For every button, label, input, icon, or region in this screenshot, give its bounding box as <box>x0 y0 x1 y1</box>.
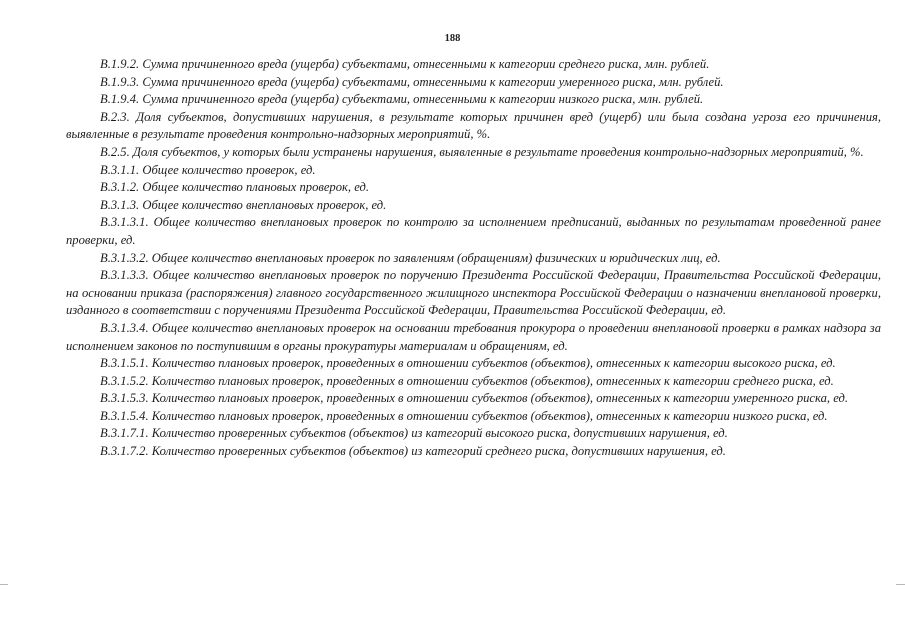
paragraph-text: Общее количество внеплановых проверок по заявлениям (обращениям) физических и юридических лиц, ед. <box>151 250 721 265</box>
paragraph-text: Общее количество внеплановых проверок по контролю за исполнением предписаний, выданных по результатам проведенной ранее проверки, ед. <box>66 215 881 247</box>
paragraph-b-1-9-3 <box>66 74 881 92</box>
paragraph-b-1-9-2 <box>66 56 881 74</box>
paragraph-b-3-1-3-1 <box>66 214 881 249</box>
paragraph-text: Количество проверенных субъектов (объектов) из категорий высокого риска, допустивших нарушения, ед. <box>151 426 728 441</box>
paragraph-b-3-1-3-2 <box>66 250 881 268</box>
paragraph-text: Сумма причиненного вреда (ущерба) субъектами, отнесенными к категории низкого риска, млн. рублей. <box>142 92 704 107</box>
paragraph-text: Количество плановых проверок, проведенных в отношении субъектов (объектов), отнесенных к категории среднего риска, ед. <box>151 373 834 388</box>
paragraph-text: Сумма причиненного вреда (ущерба) субъектами, отнесенными к категории среднего риска, млн. рублей. <box>142 57 710 71</box>
paragraph-text: Общее количество внеплановых проверок на основании требования прокурора о проведении внеплановой проверки в рамках надзора за исполнением законов по поступившим в органы прокуратуры материалам и обращениям, ед. <box>66 320 881 353</box>
paragraph-text: Общее количество внеплановых проверок, ед. <box>142 197 387 212</box>
paragraph-text: Доля субъектов, допустивших нарушения, в результате которых причинен вред (ущерб) или была создана угроза его причинения, выявленные в результате проведения контрольно-надзорных мероприятий, %. <box>66 109 881 142</box>
paragraph-b-2-3 <box>66 109 881 144</box>
scan-edge-mark-left <box>0 584 8 585</box>
paragraph-code: В.1.9.2. <box>100 57 140 71</box>
paragraph-b-3-1-7-1 <box>66 425 881 443</box>
paragraph-b-1-9-4 <box>66 91 881 109</box>
paragraph-text: Общее количество плановых проверок, ед. <box>142 180 370 195</box>
paragraph-text: Количество проверенных субъектов (объектов) из категорий среднего риска, допустивших нарушения, ед. <box>151 444 726 459</box>
paragraph-code: В.3.1.3.2. <box>100 250 149 265</box>
paragraph-code: В.3.1.3.1. <box>100 215 149 230</box>
paragraph-text: Количество плановых проверок, проведенных в отношении субъектов (объектов), отнесенных к категории низкого риска, ед. <box>151 408 828 423</box>
paragraph-code: В.3.1.2. <box>100 180 140 195</box>
page-number: 188 <box>444 33 461 44</box>
paragraph-b-3-1-5-1 <box>66 355 881 373</box>
paragraph-text: Сумма причиненного вреда (ущерба) субъектами, отнесенными к категории умеренного риска, млн. рублей. <box>142 74 724 89</box>
paragraph-b-3-1-1 <box>66 162 881 180</box>
paragraph-text: Общее количество проверок, ед. <box>142 162 316 177</box>
paragraph-b-3-1-7-2 <box>66 443 881 461</box>
document-body <box>66 56 881 461</box>
paragraph-b-3-1-3-3 <box>66 267 881 320</box>
paragraph-b-3-1-2 <box>66 179 881 197</box>
paragraph-text: Количество плановых проверок, проведенных в отношении субъектов (объектов), отнесенных к категории высокого риска, ед. <box>151 356 836 371</box>
paragraph-b-2-5 <box>66 144 881 162</box>
paragraph-code: В.1.9.4. <box>100 92 140 107</box>
paragraph-code: В.3.1.7.2. <box>100 444 149 459</box>
paragraph-b-3-1-5-4 <box>66 408 881 426</box>
paragraph-code: В.3.1.7.1. <box>100 426 149 441</box>
paragraph-code: В.3.1.3. <box>100 197 140 212</box>
paragraph-b-3-1-5-2 <box>66 373 881 391</box>
paragraph-code: В.3.1.5.4. <box>100 408 149 423</box>
paragraph-code: В.3.1.5.1. <box>100 356 149 371</box>
paragraph-code: В.2.3. <box>100 109 130 124</box>
paragraph-code: В.3.1.1. <box>100 162 140 177</box>
paragraph-code: В.3.1.3.4. <box>100 320 149 335</box>
paragraph-code: В.1.9.3. <box>100 74 140 89</box>
paragraph-code: В.2.5. <box>100 144 130 159</box>
paragraph-code: В.3.1.5.2. <box>100 373 149 388</box>
paragraph-b-3-1-3-4 <box>66 320 881 355</box>
paragraph-b-3-1-3 <box>66 197 881 215</box>
scan-edge-mark-right <box>896 584 905 585</box>
paragraph-code: В.3.1.3.3. <box>100 268 149 283</box>
paragraph-b-3-1-5-3 <box>66 390 881 408</box>
paragraph-code: В.3.1.5.3. <box>100 391 149 406</box>
paragraph-text: Количество плановых проверок, проведенных в отношении субъектов (объектов), отнесенных к категории умеренного риска, ед. <box>151 391 848 406</box>
paragraph-text: Общее количество внеплановых проверок по поручению Президента Российской Федерации, Правительства Российской Федерации, на основании приказа (распоряжения) главного государственного жилищного инспектора Российской Федерации о назначении внеплановой проверки, изданного в соответствии с поручениями Президента Российской Федерации, Правительства Российской Федерации, ед. <box>66 268 881 318</box>
paragraph-text: Доля субъектов, у которых были устранены нарушения, выявленные в результате проведения контрольно-надзорных мероприятий, %. <box>132 144 864 159</box>
